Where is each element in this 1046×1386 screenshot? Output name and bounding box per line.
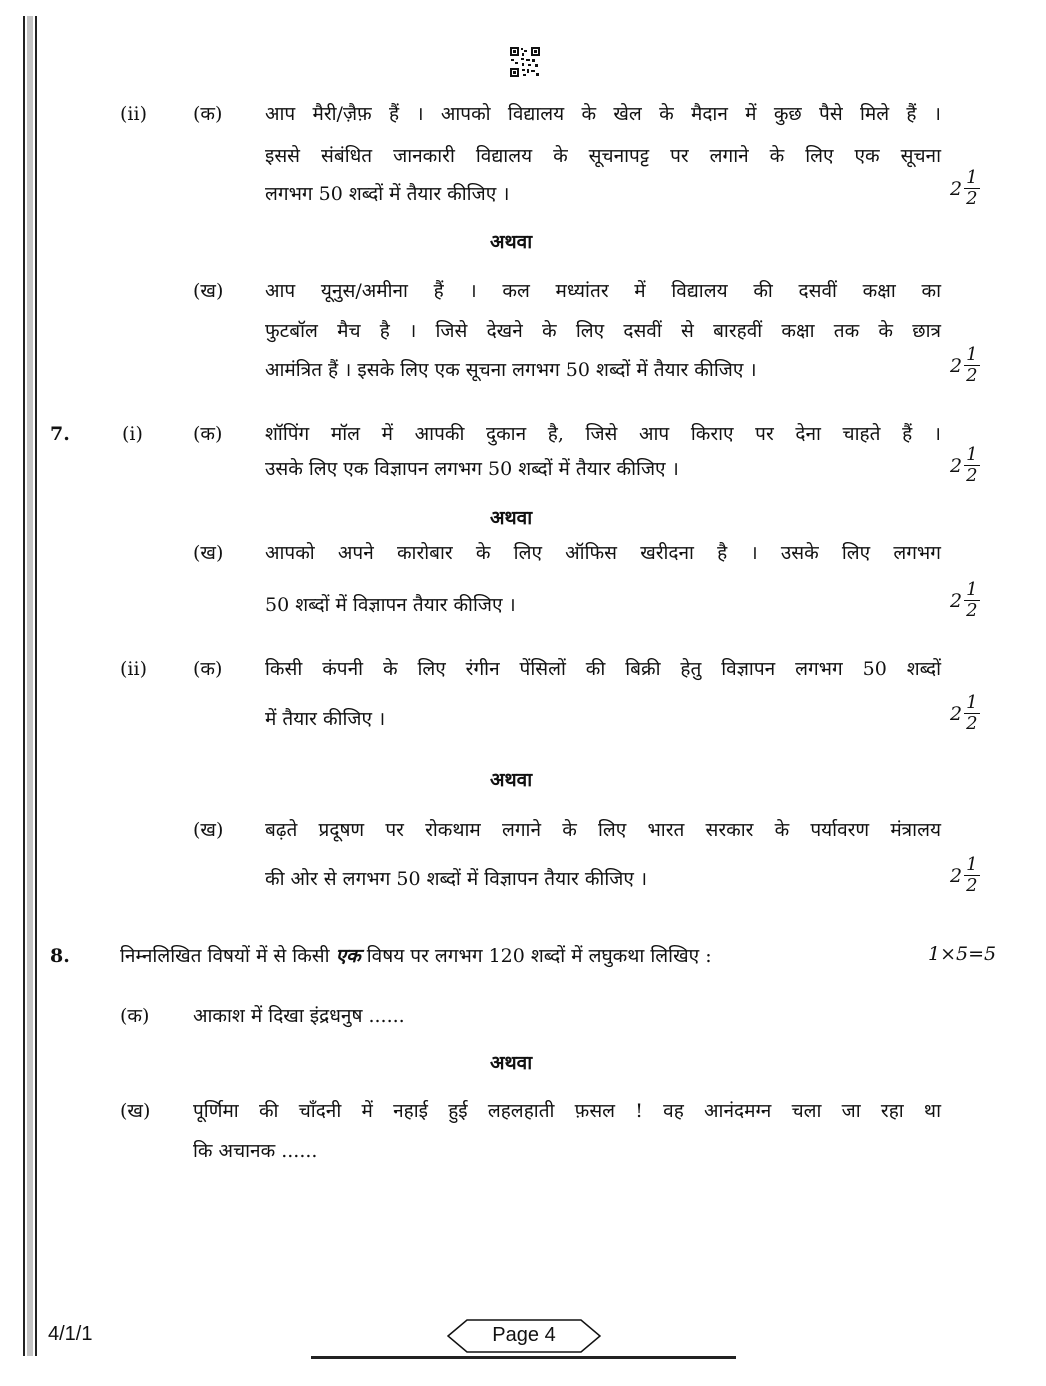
q8-a-label: (क): [120, 1005, 150, 1027]
footer-rule: [311, 1356, 736, 1359]
q6-ii-a-line-1: आप मैरी/ज़ैफ़ हैं । आपको विद्यालय के खेल के मैदान में कुछ पैसे मिले हैं ।: [265, 103, 941, 125]
q7-i-a-label: (क): [193, 423, 223, 445]
q8-a-line-1: आकाश में दिखा इंद्रधनुष ......: [193, 1005, 405, 1027]
q6-ii-a-line-3: लगभग 50 शब्दों में तैयार कीजिए ।: [265, 183, 510, 205]
q7-ii-a-marks: 2 $\frac{1}{2}$: [950, 692, 978, 734]
q7-i-b-line-2: 50 शब्दों में विज्ञापन तैयार कीजिए ।: [265, 594, 516, 616]
q8-marks: 1×5=5: [928, 943, 997, 965]
q7-i-a-line-1: शॉपिंग मॉल में आपकी दुकान है, जिसे आप किराए पर देना चाहते हैं ।: [265, 423, 941, 445]
alternative-label: अथवा: [490, 231, 533, 253]
q6-part-ii-label: (ii): [120, 103, 147, 125]
q8-b-line-1: पूर्णिमा की चाँदनी में नहाई हुई लहलहाती फ़सल ! वह आनंदमग्न चला जा रहा था: [193, 1100, 941, 1122]
q6-ii-b-line-2: फुटबॉल मैच है । जिसे देखने के लिए दसवीं से बारहवीं कक्षा तक के छात्र: [265, 320, 941, 342]
alternative-label: अथवा: [490, 1052, 533, 1074]
paper-code: 4/1/1: [48, 1323, 93, 1345]
q7-ii-a-label: (क): [193, 658, 223, 680]
q7-part-i-label: (i): [122, 423, 143, 445]
q8-b-label: (ख): [120, 1100, 151, 1122]
q7-i-b-marks: 2 $\frac{1}{2}$: [950, 579, 978, 621]
q7-ii-a-line-2: में तैयार कीजिए ।: [265, 708, 386, 730]
q7-ii-b-marks: 2 $\frac{1}{2}$: [950, 854, 978, 896]
q7-ii-b-line-2: की ओर से लगभग 50 शब्दों में विज्ञापन तैयार कीजिए ।: [265, 868, 648, 890]
q7-ii-b-line-1: बढ़ते प्रदूषण पर रोकथाम लगाने के लिए भारत सरकार के पर्यावरण मंत्रालय: [265, 819, 941, 841]
q6-ii-b-line-1: आप यूनुस/अमीना हैं । कल मध्यांतर में विद्यालय की दसवीं कक्षा का: [265, 280, 941, 302]
q7-i-a-line-2: उसके लिए एक विज्ञापन लगभग 50 शब्दों में तैयार कीजिए ।: [265, 458, 679, 480]
q7-ii-a-line-1: किसी कंपनी के लिए रंगीन पेंसिलों की बिक्री हेतु विज्ञापन लगभग 50 शब्दों: [265, 658, 941, 680]
q7-ii-b-label: (ख): [193, 819, 224, 841]
q7-i-b-line-1: आपको अपने कारोबार के लिए ऑफिस खरीदना है । उसके लिए लगभग: [265, 542, 941, 564]
qr-code-icon: [510, 47, 540, 77]
q8-prompt: निम्नलिखित विषयों में से किसी एक विषय पर लगभग 120 शब्दों में लघुकथा लिखिए :: [120, 945, 712, 967]
q7-i-b-label: (ख): [193, 542, 224, 564]
q8-prompt-emphasis: एक: [335, 945, 361, 967]
q8-number: 8.: [50, 945, 70, 967]
q7-part-ii-label: (ii): [120, 658, 147, 680]
q7-i-a-marks: 2 $\frac{1}{2}$: [950, 444, 978, 486]
q6-ii-a-label: (क): [193, 103, 223, 125]
q7-number: 7.: [50, 423, 70, 445]
q6-ii-b-marks: 2 $\frac{1}{2}$: [950, 344, 978, 386]
page-number-badge: Page 4: [447, 1319, 601, 1353]
left-margin-bar: [23, 16, 37, 1356]
alternative-label: अथवा: [490, 769, 533, 791]
alternative-label: अथवा: [490, 507, 533, 529]
q6-ii-a-marks: 2 $\frac{1}{2}$: [950, 167, 978, 209]
q6-ii-a-line-2: इससे संबंधित जानकारी विद्यालय के सूचनापट्ट पर लगाने के लिए एक सूचना: [265, 145, 941, 167]
q8-b-line-2: कि अचानक ......: [193, 1140, 318, 1162]
q6-ii-b-label: (ख): [193, 280, 224, 302]
q6-ii-b-line-3: आमंत्रित हैं । इसके लिए एक सूचना लगभग 50 शब्दों में तैयार कीजिए ।: [265, 359, 757, 381]
